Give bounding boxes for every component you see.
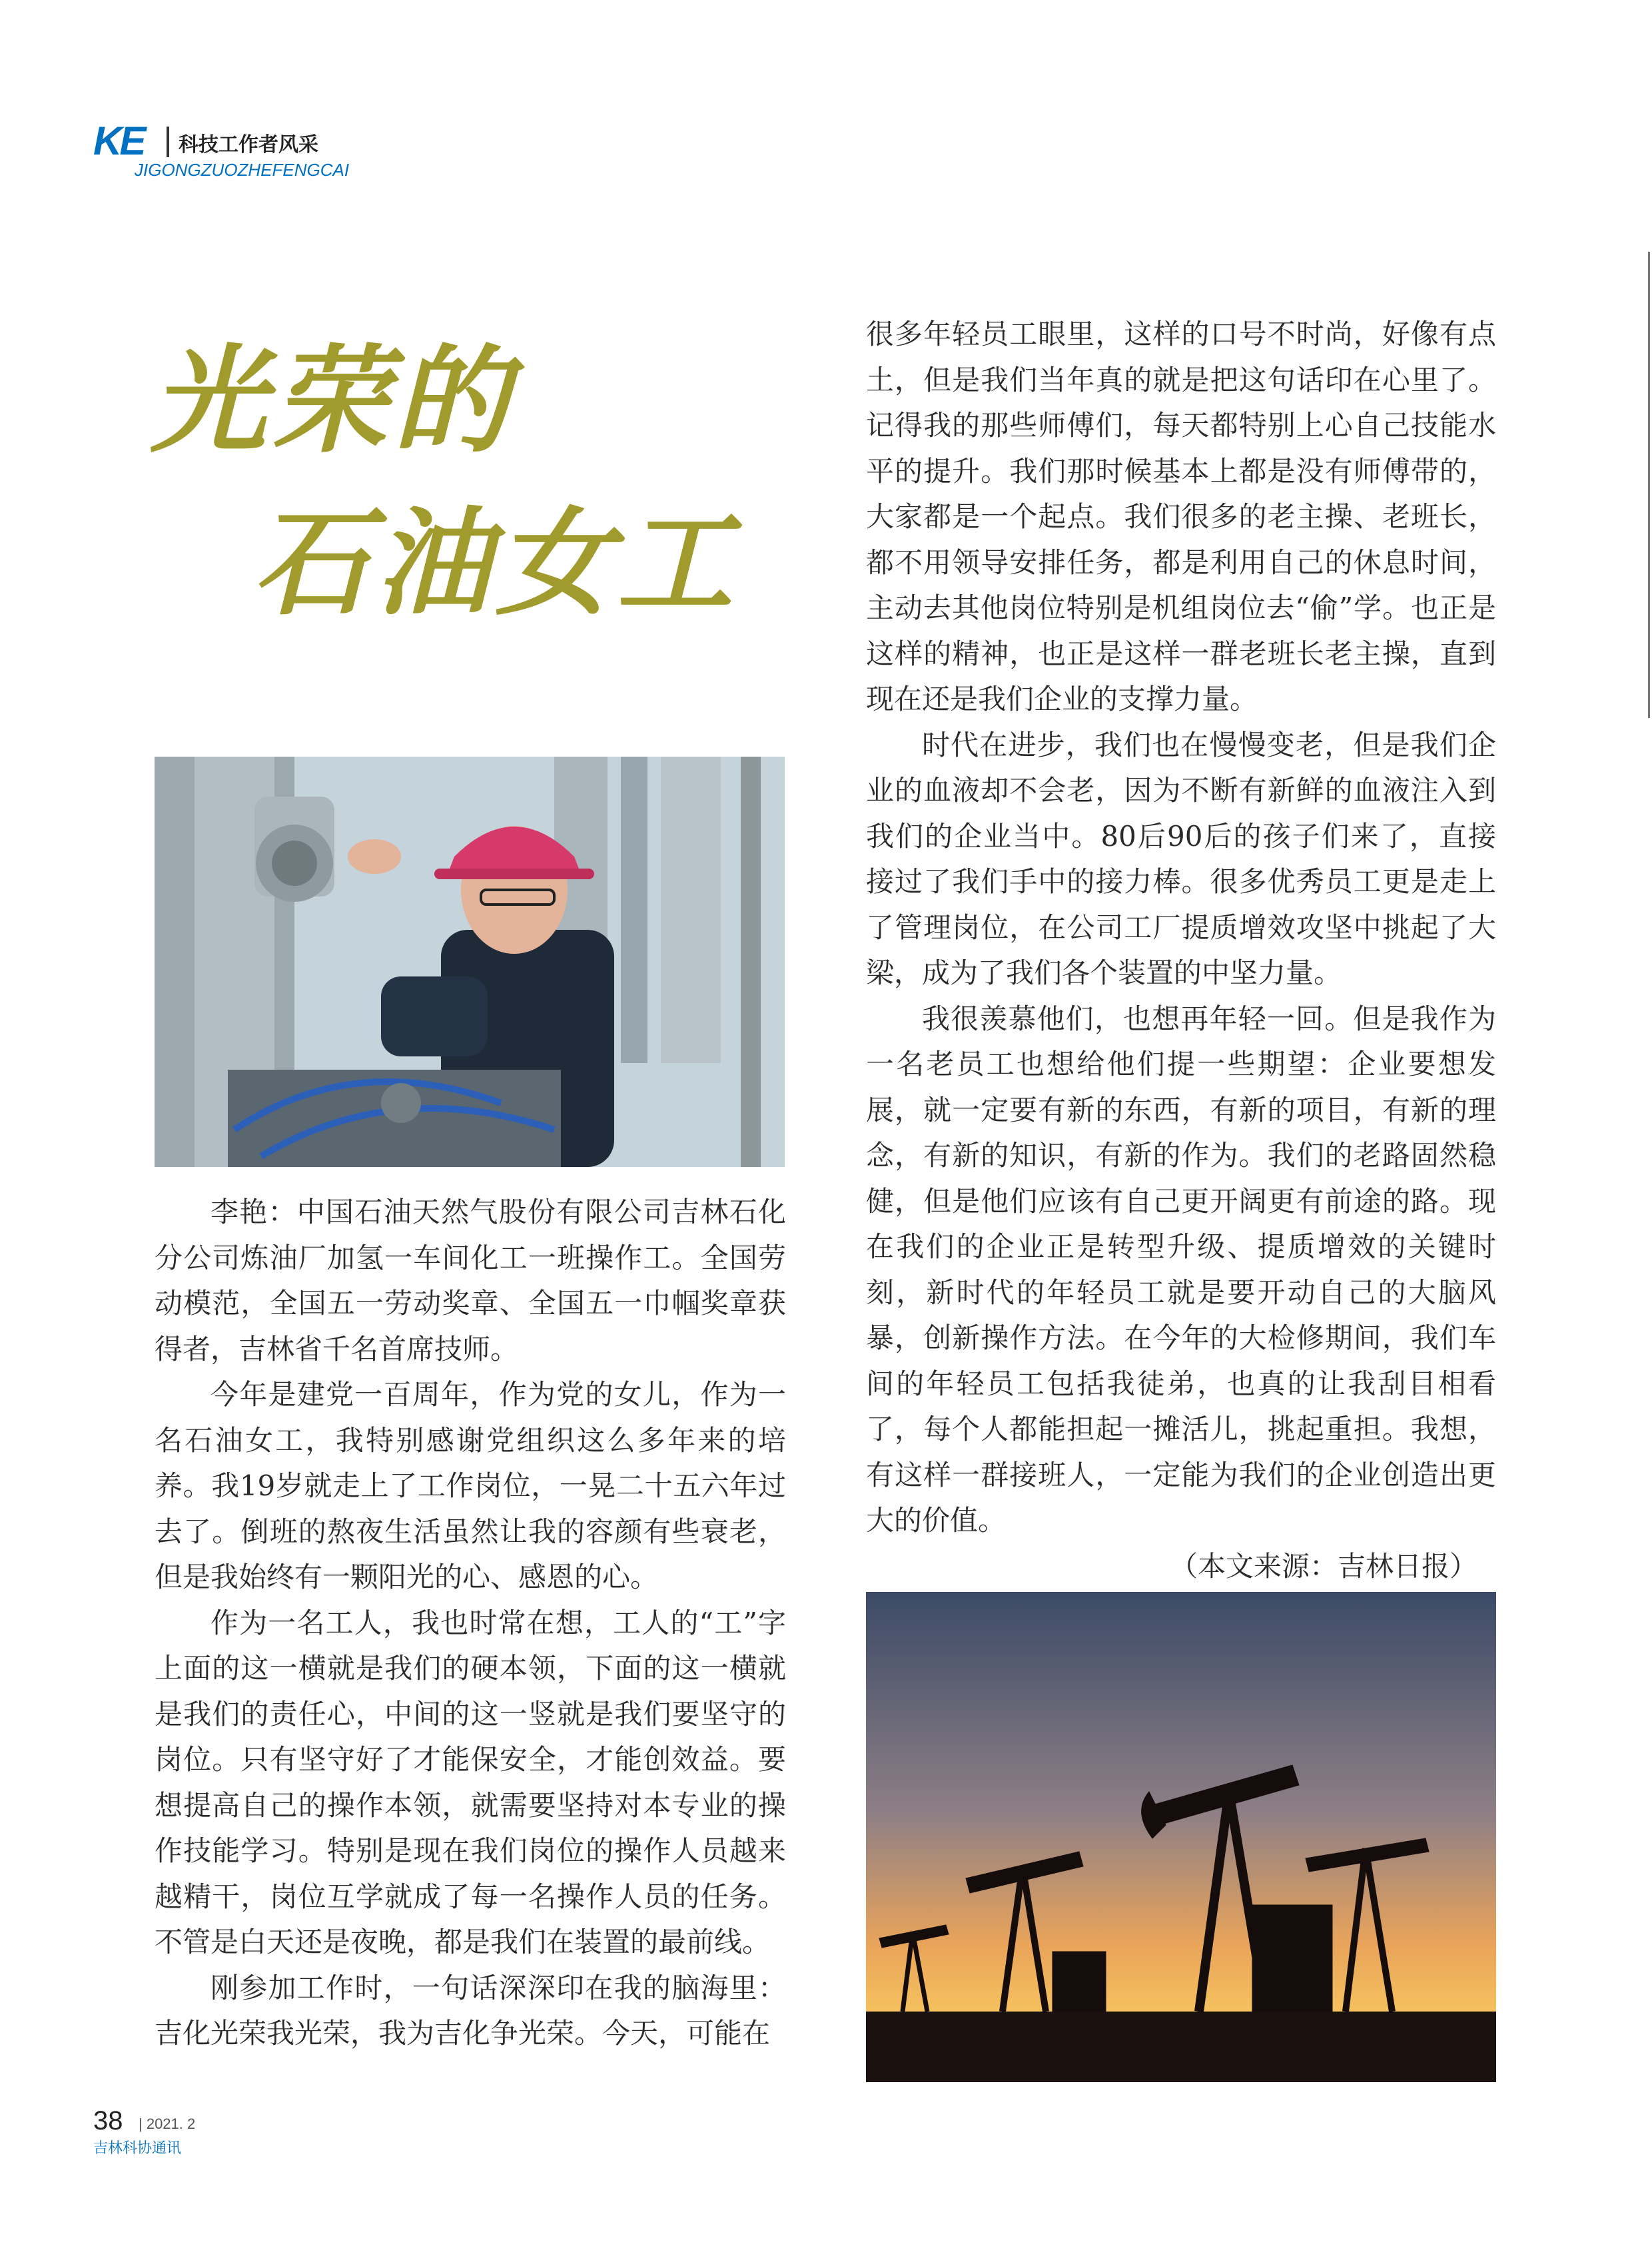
worker-photo — [155, 757, 785, 1167]
source-note: （本文来源：吉林日报） — [1169, 1549, 1477, 1583]
author-bio-paragraph: 李艳：中国石油天然气股份有限公司吉林石化分公司炼油厂加氢一车间化工一班操作工。全国劳动模范，全国五一劳动奖章、全国五一巾帼奖章获得者，吉林省千名首席技师。 — [155, 1196, 786, 1365]
continued-paragraph: 很多年轻员工眼里，这样的口号不时尚，好像有点土，但是我们当年真的就是把这句话印在心里了。记得我的那些师傅们，每天都特别上心自己技能水平的提升。我们那时候基本上都是没有师傅带的，大家都是一个起点。我们很多的老主操、老班长，都不用领导安排任务，都是利用自己的休息时间，主动去其他岗位特别是机组岗位去“偷”学。也正是这样的精神，也正是这样一群老班长老主操，直到现在还是我们企业的支撑力量。 — [866, 318, 1496, 715]
left-column — [155, 1190, 786, 2057]
issue-label: | 2021. 2 — [139, 2115, 196, 2132]
section-subtitle: JIGONGZUOZHEFENGCAI — [135, 160, 350, 180]
ke-logo: KE — [93, 119, 144, 163]
article-title-line-1: 光荣的 — [151, 334, 515, 469]
body-paragraph: 作为一名工人，我也时常在想，工人的“工”字上面的这一横就是我们的硬本领，下面的这一横就是我们的责任心，中间的这一竖就是我们要坚守的岗位。只有坚守好了才能保安全，才能创效益。要想提高自己的操作本领，就需要坚持对本专业的操作技能学习。特别是现在我们岗位的操作人员越来越精干，岗位互学就成了每一名操作人员的任务。不管是白天还是夜晚，都是我们在装置的最前线。 — [155, 1606, 786, 1958]
header-divider — [167, 127, 169, 157]
section-title: 科技工作者风采 — [179, 134, 318, 156]
pumpjacks-photo — [866, 1592, 1496, 2082]
body-paragraph: 刚参加工作时，一句话深深印在我的脑海里：吉化光荣我光荣，我为吉化争光荣。今天，可能在 — [155, 1971, 786, 2050]
journal-name: 吉林科协通讯 — [93, 2139, 182, 2156]
body-paragraph: 时代在进步，我们也在慢慢变老，但是我们企业的血液却不会老，因为不断有新鲜的血液注入到我们的企业当中。80后90后的孩子们来了，直接接过了我们手中的接力棒。很多优秀员工更是走上了管理岗位，在公司工厂提质增效攻坚中挑起了大梁，成为了我们各个装置的中坚力量。 — [866, 728, 1496, 989]
page-edge-rule — [1648, 252, 1650, 718]
article-title-line-2: 石油女工 — [253, 496, 739, 631]
body-paragraph: 我很羡慕他们，也想再年轻一回。但是我作为一名老员工也想给他们提一些期望：企业要想发展，就一定要有新的东西，有新的项目，有新的理念，有新的知识，有新的作为。我们的老路固然稳健，但是他们应该有自己更开阔更有前途的路。现在我们的企业正是转型升级、提质增效的关键时刻，新时代的年轻员工就是要开动自己的大脑风暴，创新操作方法。在今年的大检修期间，我们车间的年轻员工包括我徒弟，也真的让我刮目相看了，每个人都能担起一摊活儿，挑起重担。我想，有这样一群接班人，一定能为我们的企业创造出更大的价值。 — [866, 1002, 1496, 1537]
body-paragraph: 今年是建党一百周年，作为党的女儿，作为一名石油女工，我特别感谢党组织这么多年来的培养。我19岁就走上了工作岗位，一晃二十五六年过去了。倒班的熬夜生活虽然让我的容颜有些衰老，但是我始终有一颗阳光的心、感恩的心。 — [155, 1378, 786, 1593]
page-number: 38 — [93, 2106, 123, 2135]
right-column — [866, 312, 1496, 1589]
